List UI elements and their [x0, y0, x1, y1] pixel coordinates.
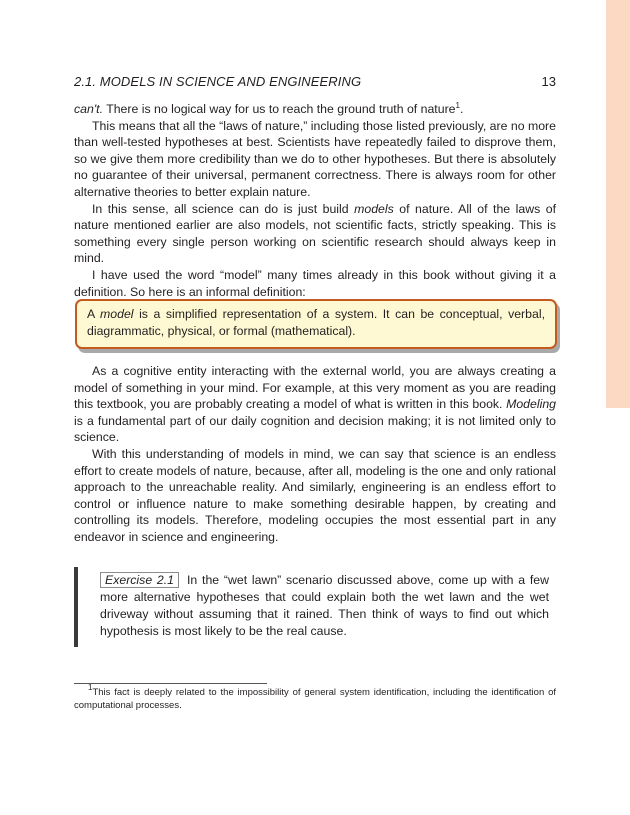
paragraph-5: As a cognitive entity interacting with the external world, you are always creating a model of something in your mind. For example, at this very moment as you are reading this textbook, you are probably creating a model of what is written in this book. Modeling is a fundamental part of our daily cognition and decision making; it is not limited only to science.	[74, 364, 556, 445]
exercise-text	[100, 572, 549, 640]
exercise-block	[74, 567, 556, 647]
page-number: 13	[541, 74, 556, 89]
footnote-mark: 1	[88, 683, 93, 692]
footnote-divider	[74, 683, 267, 684]
definition-box: A model is a simplified representation of a system. It can be conceptual, verbal, diagrammatic, physical, or formal (mathematical).	[75, 299, 557, 349]
paragraph-1-emphasis: can't.	[74, 102, 104, 116]
body-text-bottom	[74, 363, 556, 546]
paragraph-1: can't. There is no logical way for us to reach the ground truth of nature$^1$.	[74, 101, 464, 116]
chapter-side-tab	[606, 0, 630, 408]
exercise-side-bar	[74, 567, 78, 647]
footnote-text: This fact is deeply related to the impossibility of general system identification, including the identification of computational processes.	[74, 687, 556, 711]
paragraph-2: This means that all the “laws of nature,” including those listed previously, are no more than well-tested hypotheses at best. Scientists have repeatedly failed to disprove them, so we give them more credibility than we do to other hypotheses. But there is absolutely no guarantee of their universal, permanent correctness. There is always room for other alternative theories to better explain nature.	[74, 118, 556, 199]
exercise-body: In the “wet lawn” scenario discussed above, come up with a few more alternative hypotheses that could explain both the wet lawn and the wet driveway without assuming that it rained. Then think of ways to find out which hypothesis is most likely to be the real cause.	[100, 573, 549, 638]
paragraph-4: I have used the word “model” many times already in this book without giving it a definition. So here is an informal definition:	[74, 267, 556, 299]
paragraph-3: In this sense, all science can do is just build models of nature. All of the laws of nature mentioned earlier are also models, not scientific facts, strictly speaking. This is something every single person working on scientific research should always keep in mind.	[74, 201, 556, 266]
paragraph-6: With this understanding of models in mind, we can say that science is an endless effort to create models of nature, because, after all, modeling is the one and only rational approach to the unreachable reality. And similarly, engineering is an endless effort to control or influence nature to make something desirable happen, by creating and controlling its models. Therefore, modeling occupies the most essential part in any endeavor in science and engineering.	[74, 446, 556, 544]
exercise-label: Exercise 2.1	[100, 572, 179, 588]
running-header	[74, 73, 556, 91]
footnote	[74, 683, 556, 712]
footnote-reference[interactable]: 1	[455, 101, 460, 110]
section-title: 2.1. MODELS IN SCIENCE AND ENGINEERING	[74, 74, 362, 89]
definition-term: model	[100, 307, 134, 321]
body-text-top	[74, 101, 556, 300]
